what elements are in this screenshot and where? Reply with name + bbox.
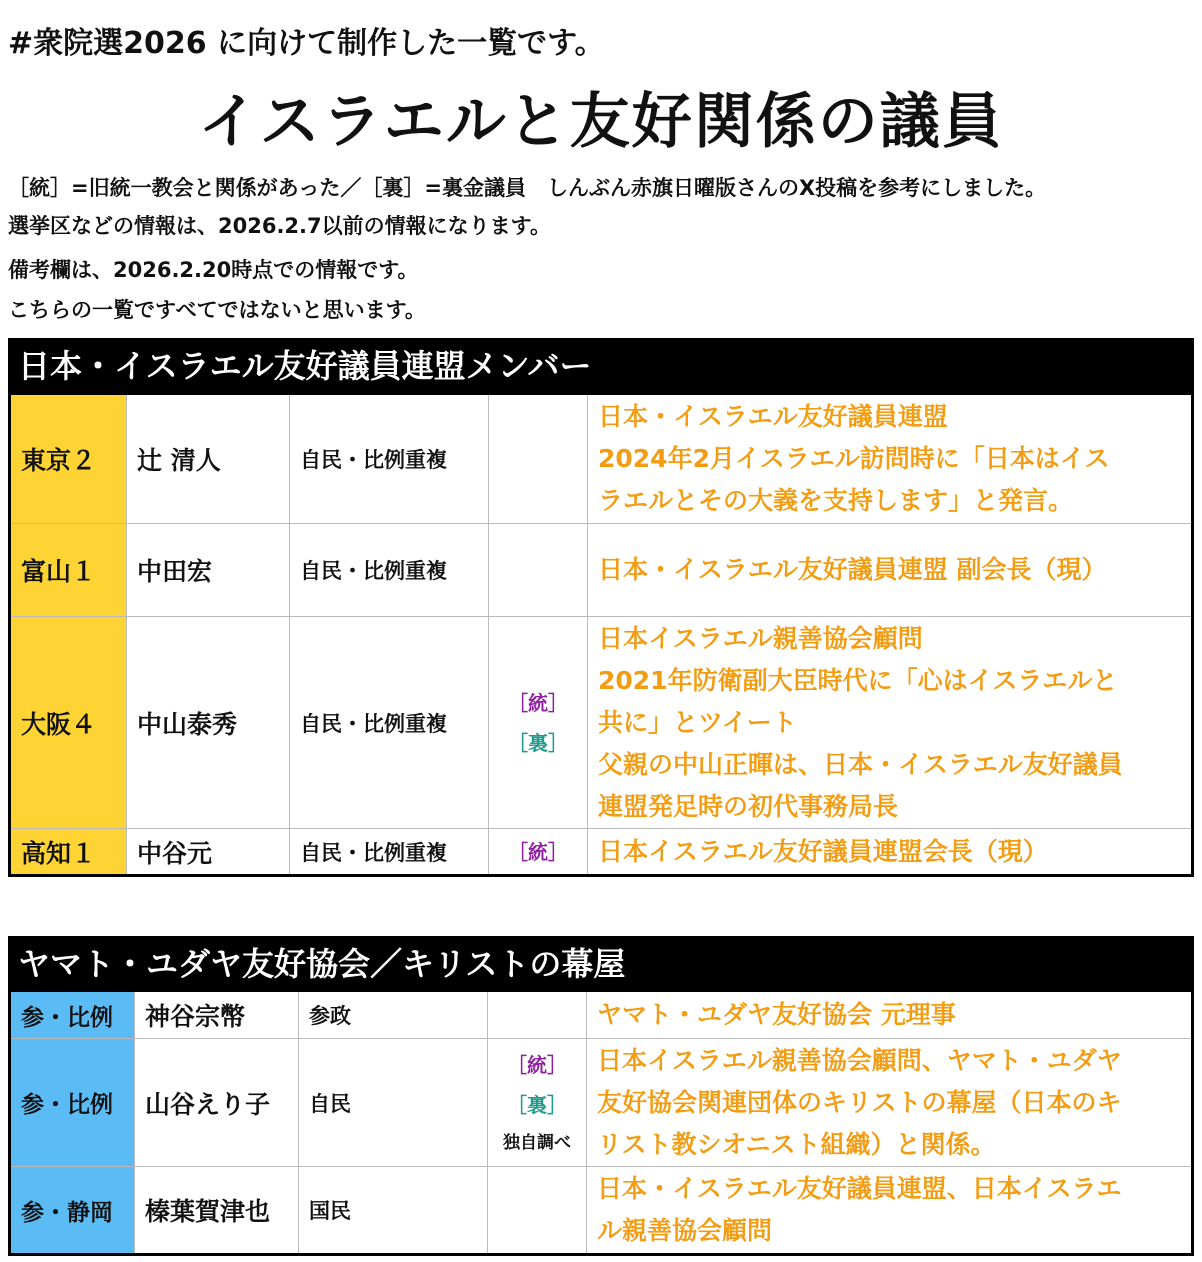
badge-cell <box>488 524 587 616</box>
party-cell: 国民 <box>298 1167 487 1253</box>
note-line: 2021年防衛副大臣時代に「心はイスラエルと <box>598 665 1118 695</box>
note-line: 父親の中山正暉は、日本・イスラエル友好議員 <box>598 749 1123 779</box>
table-israel-league <box>8 395 1194 877</box>
note-cell <box>587 617 1191 828</box>
unification-badge: ［統］ <box>508 690 568 715</box>
note-line: 日本・イスラエル友好議員連盟、日本イスラエ <box>597 1174 1122 1203</box>
badge-cell <box>487 1167 586 1253</box>
note-line: 日本イスラエル親善協会顧問、ヤマト・ユダヤ <box>597 1045 1122 1075</box>
own-research-label: 独自調べ <box>503 1132 571 1153</box>
table-row <box>11 992 1191 1038</box>
note-line: ル親善協会顧問 <box>597 1216 773 1245</box>
note-disclaimer: こちらの一覧ですべてではないと思います。 <box>8 298 426 322</box>
note-line: 日本・イスラエル友好議員連盟 副会長（現） <box>598 555 1107 584</box>
region-cell: 東京２ <box>11 395 126 523</box>
badge-cell <box>488 829 587 874</box>
table-row <box>11 395 1191 523</box>
slush-fund-badge: ［裏］ <box>508 730 568 755</box>
name-cell: 辻 清人 <box>126 395 289 523</box>
region-cell: 大阪４ <box>11 617 126 828</box>
name-cell: 榛葉賀津也 <box>134 1167 298 1253</box>
table-row <box>11 828 1191 874</box>
note-line: 友好協会関連団体のキリストの幕屋（日本のキ <box>597 1087 1122 1117</box>
party-cell: 自民 <box>298 1039 487 1166</box>
party-cell: 自民・比例重複 <box>289 829 488 874</box>
section-header-israel-league: 日本・イスラエル友好議員連盟メンバー <box>8 338 1194 395</box>
unification-badge: ［統］ <box>508 839 568 864</box>
section-header-yamato-judea: ヤマト・ユダヤ友好協会／キリストの幕屋 <box>8 936 1194 992</box>
party-cell: 自民・比例重複 <box>289 395 488 523</box>
note-date-info: 選挙区などの情報は、2026.2.7以前の情報になります。 <box>8 214 551 238</box>
hashtag-heading: #衆院選2026 に向けて制作した一覧です。 <box>8 26 605 61</box>
name-cell: 神谷宗幣 <box>134 992 298 1038</box>
note-line: 2024年2月イスラエル訪問時に「日本はイス <box>598 444 1110 473</box>
note-cell <box>586 1039 1191 1166</box>
party-cell: 自民・比例重複 <box>289 524 488 616</box>
party-cell: 自民・比例重複 <box>289 617 488 828</box>
region-cell: 高知１ <box>11 829 126 874</box>
note-line: ヤマト・ユダヤ友好協会 元理事 <box>597 1000 956 1029</box>
slush-fund-badge: ［裏］ <box>507 1092 567 1117</box>
note-line: 共に」とツイート <box>598 707 797 737</box>
note-line: 日本イスラエル友好議員連盟会長（現） <box>598 836 1048 866</box>
note-line: 日本イスラエル親善協会顧問 <box>598 623 923 653</box>
badge-cell <box>488 617 587 828</box>
note-cell <box>586 1167 1191 1253</box>
note-remarks-date: 備考欄は、2026.2.20時点での情報です。 <box>8 258 419 282</box>
name-cell: 中谷元 <box>126 829 289 874</box>
unification-badge: ［統］ <box>507 1052 567 1077</box>
note-cell <box>587 829 1191 874</box>
note-line: ラエルとその大義を支持します」と発言。 <box>598 486 1074 515</box>
badge-cell <box>487 1039 586 1166</box>
table-row <box>11 523 1191 616</box>
note-cell <box>587 395 1191 523</box>
region-cell: 参・比例 <box>11 1039 134 1166</box>
badge-cell <box>487 992 586 1038</box>
name-cell: 山谷えり子 <box>134 1039 298 1166</box>
region-cell: 参・静岡 <box>11 1167 134 1253</box>
table-yamato-judea <box>8 992 1194 1256</box>
table-row <box>11 616 1191 828</box>
table-row <box>11 1166 1191 1253</box>
badge-cell <box>488 395 587 523</box>
note-line: 連盟発足時の初代事務局長 <box>598 791 899 821</box>
note-cell <box>587 524 1191 616</box>
name-cell: 中田宏 <box>126 524 289 616</box>
page-title: イスラエルと友好関係の議員 <box>198 87 1004 157</box>
note-cell <box>586 992 1191 1038</box>
region-cell: 参・比例 <box>11 992 134 1038</box>
note-legend: ［統］=旧統一教会と関係があった／［裏］=裏金議員 しんぶん赤旗日曜版さんのX投稿を参考にしました。 <box>8 176 1047 200</box>
party-cell: 参政 <box>298 992 487 1038</box>
note-line: リスト教シオニスト組織）と関係。 <box>597 1129 996 1159</box>
table-row <box>11 1038 1191 1166</box>
name-cell: 中山泰秀 <box>126 617 289 828</box>
region-cell: 富山１ <box>11 524 126 616</box>
note-line: 日本・イスラエル友好議員連盟 <box>598 402 948 431</box>
